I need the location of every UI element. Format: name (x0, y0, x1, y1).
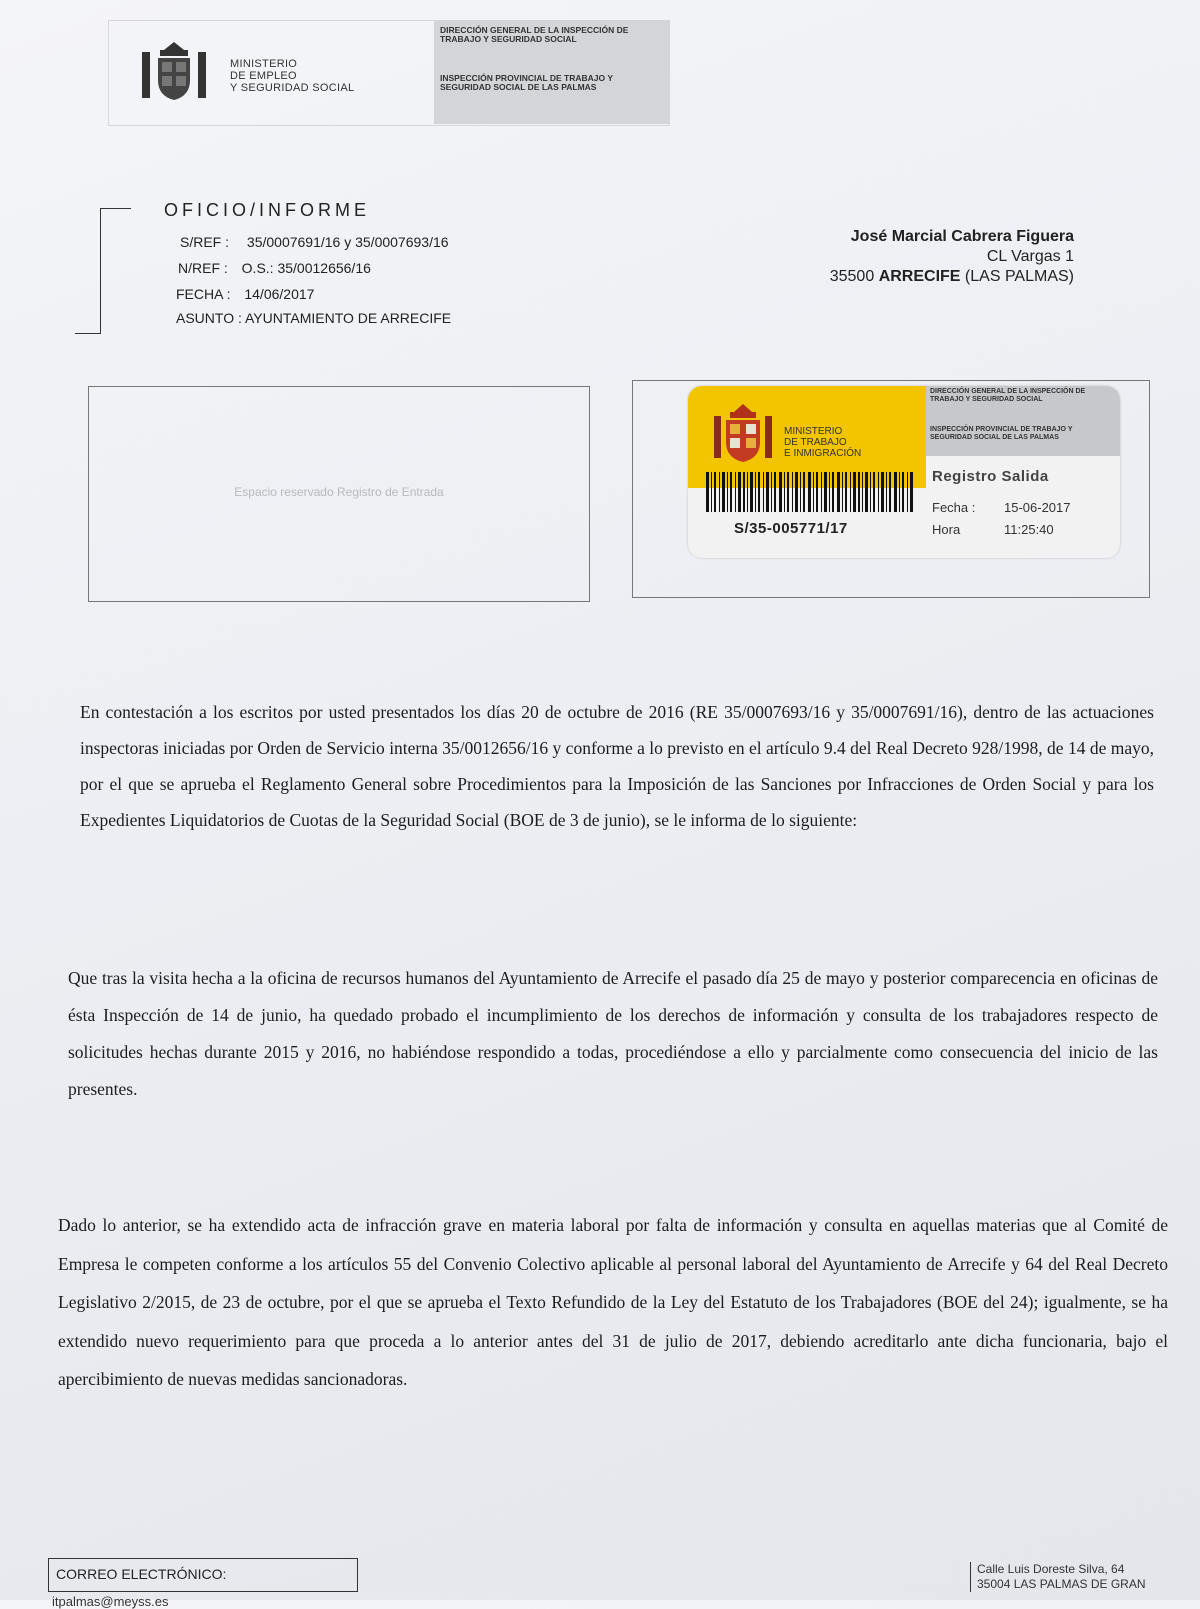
coat-of-arms-icon (712, 400, 774, 466)
stamp-registro-title: Registro Salida (932, 468, 1049, 485)
office-address-line: 35004 LAS PALMAS DE GRAN (977, 1577, 1146, 1591)
fecha-row (176, 286, 314, 302)
ministry-line: MINISTERIO (230, 58, 298, 70)
addressee-postal: 35500 (829, 268, 875, 285)
entry-register-box (88, 386, 590, 602)
addressee-province: (LAS PALMAS) (964, 268, 1074, 285)
barcode-icon (706, 472, 916, 512)
stamp-ministry-line: DE TRABAJO (784, 437, 847, 448)
stamp-hora-label: Hora (932, 522, 961, 537)
ministry-line: DE EMPLEO (230, 70, 297, 82)
addressee-city-line (830, 268, 1074, 286)
stamp-ministry (784, 426, 861, 459)
asunto-row (176, 310, 451, 326)
exit-register-sticker (688, 386, 1120, 558)
sref-row (180, 234, 449, 250)
email-label: CORREO ELECTRÓNICO: (56, 1566, 227, 1582)
stamp-ministry-line: E INMIGRACIÓN (784, 448, 862, 459)
direccion-general-text: DIRECCIÓN GENERAL DE LA INSPECCIÓN DE TRABAJO Y SEGURIDAD SOCIAL (440, 25, 629, 44)
sref-label: S/REF : (180, 234, 230, 250)
header-department-box (434, 20, 670, 124)
nref-value: O.S.: 35/0012656/16 (241, 260, 371, 276)
fecha-value: 14/06/2017 (244, 286, 315, 302)
stamp-hora-value: 11:25:40 (1004, 522, 1054, 537)
body-paragraph-3: Dado lo anterior, se ha extendido acta de infracción grave en materia laboral por falta de información y consulta en aquellas materias que al Comité de Empresa le competen conforme a los artículos 55 del Convenio Colectivo aplicable al personal laboral del Ayuntamiento de Arrecife y 64 del Real Decreto Legislativo 2/2015, de 23 de octubre, por el que se aprueba el Texto Refundido de la Ley del Estatuto de los Trabajadores (BOE del 24); igualmente, se ha extendido nuevo requerimiento para que proceda a lo anterior antes del 31 de julio de 2017, debiendo acreditarlo ante dicha funcionaria, bajo el apercibimiento de nuevas medidas sancionadoras. (58, 1215, 1168, 1389)
email-value[interactable]: itpalmas@meyss.es (52, 1594, 169, 1609)
coat-of-arms-icon (138, 38, 210, 104)
stamp-inspeccion-text: INSPECCIÓN PROVINCIAL DE TRABAJO Y SEGURIDAD SOCIAL DE LAS PALMAS (930, 426, 1073, 441)
inspeccion-provincial-text: INSPECCIÓN PROVINCIAL DE TRABAJO Y SEGURIDAD SOCIAL DE LAS PALMAS (440, 73, 613, 92)
fecha-label: FECHA : (176, 286, 231, 302)
stamp-ministry-line: MINISTERIO (784, 426, 843, 437)
addressee-name: José Marcial Cabrera Figuera (850, 228, 1074, 245)
ministry-line: Y SEGURIDAD SOCIAL (230, 82, 355, 94)
body-paragraph-1: En contestación a los escritos por usted presentados los días 20 de octubre de 2016 (RE 35/0007693/16 y 35/0007691/16), dentro de las actuaciones inspectoras iniciadas por Orden de Servicio interna 35/0012656/16 y conforme a lo previsto en el artículo 9.4 del Real Decreto 928/1998, de 14 de mayo, por el que se aprueba el Reglamento General sobre Procedimientos para la Imposición de las Sanciones por Infracciones de Orden Social y para los Expedientes Liquidatorios de Cuotas de la Seguridad Social (BOE de 3 de junio), se le informa de lo siguiente: (80, 702, 1154, 830)
nref-label: N/REF : (178, 260, 228, 276)
office-address-line: Calle Luis Doreste Silva, 64 (977, 1562, 1125, 1576)
asunto-value: AYUNTAMIENTO DE ARRECIFE (245, 310, 452, 326)
addressee-city: ARRECIFE (878, 268, 961, 285)
asunto-label: ASUNTO : (176, 310, 242, 326)
office-address (970, 1562, 1146, 1592)
addressee-street: CL Vargas 1 (986, 248, 1074, 265)
stamp-fecha-label: Fecha : (932, 500, 976, 515)
stamp-direccion-text: DIRECCIÓN GENERAL DE LA INSPECCIÓN DE TRABAJO Y SEGURIDAD SOCIAL (930, 388, 1086, 403)
sref-value: 35/0007691/16 y 35/0007693/16 (246, 234, 449, 250)
ministry-name (230, 58, 354, 94)
stamp-registry-number: S/35-005771/17 (734, 520, 848, 537)
nref-row (178, 260, 371, 276)
stamp-fecha-value: 15-06-2017 (1004, 500, 1071, 515)
reference-bracket (100, 208, 131, 334)
entry-register-placeholder: Espacio reservado Registro de Entrada (234, 485, 444, 499)
body-paragraph-2: Que tras la visita hecha a la oficina de recursos humanos del Ayuntamiento de Arrecife el pasado día 25 de mayo y posterior comparecencia en oficinas de ésta Inspección de 14 de junio, ha quedado probado el incumplimiento de los derechos de información y consulta de los trabajadores respecto de solicitudes hechas durante 2015 y 2016, no habiéndose respondido a todas, procediéndose a ello y parcialmente como consecuencia del inicio de las presentes. (68, 968, 1158, 1099)
document-type-title: OFICIO/INFORME (164, 200, 370, 220)
